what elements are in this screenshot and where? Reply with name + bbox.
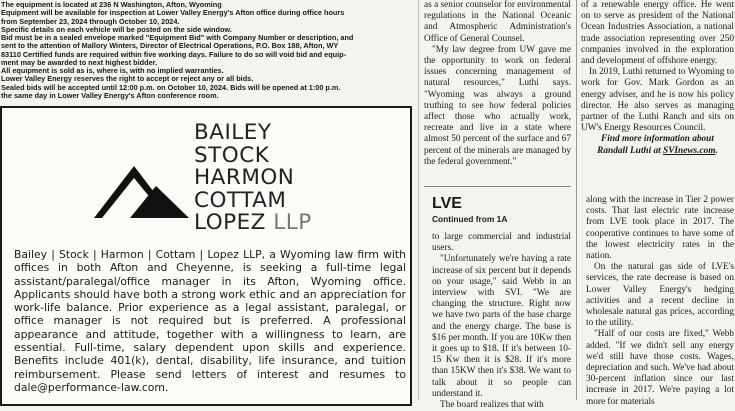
notice-line: The equipment is located at 236 N Washington, Afton, Wyoming [1, 0, 222, 9]
column-rule [576, 0, 577, 400]
paragraph: as a senior counselor for environmental regulations in the National Oceanic and Atmospheric Administration's Office of General Counsel. [424, 0, 571, 44]
firm-name-line: COTTAM [194, 187, 287, 213]
paragraph: "Unfortunately we're having a rate increase of six percent but it depends on your usage," said Webb in an interview with SVI. "We are changing the structure. Right now we have two parts of the base charge and the energy charge. The base is $16 per month. If you are 10Kw then it goes up to $18. If it's between 10-15 Kw then it is $28. If it's more than 15KW then it's $38. We want to talk about it so people can understand it. [432, 254, 571, 399]
lve-story-column-2 [586, 195, 734, 407]
notice-line: 83110 Certified funds are required within five working days. Failure to do so will void bid and equip- [1, 49, 347, 59]
notice-line: All equipment is sold as is, where is, with no implied warranties. [1, 66, 224, 75]
luthi-story-column-1 [424, 0, 571, 185]
lve-story-heading: LVE [432, 195, 462, 212]
firm-name-line: STOCK [194, 142, 270, 168]
paragraph: In 2019, Luthi returned to Wyoming to work for Gov. Mark Gordon as an energy adviser, and he is now his policy director. He also serves as managing partner of the Luthi Ranch and sits on UW's Energy Resources Council. [581, 67, 734, 134]
firm-name-line: BAILEY [194, 120, 272, 145]
lve-story-column-1 [432, 232, 571, 411]
firm-suffix: LLP [273, 210, 312, 235]
notice-line: Sealed bids will be accepted until 12:00 p.m. on October 10, 2024. Bids will be opened at 1:00 p.m. [1, 82, 341, 92]
credit-end: . [715, 145, 718, 156]
paragraph: of a renewable energy office. He went on to serve as president of the National Ocean Industries Association, a national trade association representing over 250 companies involved in the exploration and development of offshore energy. [581, 0, 734, 67]
equipment-bid-notice [0, 0, 412, 100]
notice-line: the same day in Lower Valley Energy's Afton conference room. [1, 90, 219, 100]
ad-body-text: Bailey | Stock | Harmon | Cottam | Lopez LLP, a Wyoming law firm with offices in both Afton and Cheyenne, is seeking a full-time legal assistant/paralegal/office manager in its Afton, Wyoming office. Applicants should have both a strong work ethic and an appreciation for work-life balance. Prior experience as a legal assistant, paralegal, or office manager is not required but is preferred. A professional appearance and attitude, together with a willingness to learn, are essential. Full-time, salary dependent upon skills and experience. Benefits include 401(k), dental, disability, life insurance, and tuition reimbursement. Please send letters of interest and resumes to dale@performance-law.com. [14, 248, 406, 394]
paragraph: On the natural gas side of LVE's services, the rate decrease is based on Lower Valley Energy's hedging activities and a recent decline in wholesale natural gas prices, according to the utility. [586, 262, 734, 329]
story-separator [424, 186, 571, 187]
notice-line: sent to the attention of Mallory Winters, Director of Electrical Operations, P.O. Box 188, Afton, WY [1, 41, 339, 51]
luthi-story-column-2 [581, 0, 734, 168]
continued-from-label: Continued from 1A [432, 214, 508, 224]
firm-name [194, 122, 334, 235]
notice-line: Lower Valley Energy reserves the right to accept or reject any or all bids. [1, 74, 254, 84]
firm-name-line [194, 212, 334, 235]
mountain-logo-icon [94, 160, 189, 220]
law-firm-job-ad [0, 106, 412, 406]
credit-line-2: Randall Luthi at [597, 145, 664, 156]
paragraph: The board realizes that with [440, 400, 544, 411]
notice-line: Bid must be in a sealed envelope marked "Equipment Bid" with Company Number or description, and [1, 33, 354, 42]
credit-line-1: Find more information about [601, 134, 714, 145]
notice-line: from September 23, 2024 through October 10, 2024. [1, 16, 180, 26]
more-info-credit [581, 134, 734, 156]
paragraph: "My law degree from UW gave me the opportunity to work on federal issues concerning management of natural resources," Luthi says. "Wyoming was always a ground truthing to see how federal policies affect those who actually work, recreate and live in a state where almost 50 percent of the surface and 67 percent of the minerals are managed by the federal government." [424, 44, 571, 167]
paragraph: "Half of our costs are fixed," Webb added. "If we didn't sell any energy we'd still have those costs. Wages, depreciation and such. We've had about 30-percent inflation since our last increase in 2017. We're paying a lot more for materials [586, 329, 734, 407]
column-rule [418, 0, 419, 400]
notice-line: ment may be awarded to next highest bidder. [1, 57, 158, 67]
firm-logo [94, 122, 324, 244]
notice-line: Equipment will be available for inspection at Lower Valley Energy's Afton office during office hours [1, 8, 345, 18]
paragraph: along with the increase in Tier 2 power costs. That last electric rate increase from LVE took place in 2017. The cooperative continues to have some of the lowest electricity rates in the nation. [586, 195, 734, 262]
svinews-link[interactable]: SVInews.com [663, 145, 716, 156]
firm-name-lopez: LOPEZ [194, 210, 266, 235]
notice-line: Specific details on each vehicle will be posted on the side window. [1, 24, 232, 34]
firm-name-line: HARMON [194, 165, 295, 190]
paragraph: to large commercial and industrial users. [432, 232, 571, 254]
